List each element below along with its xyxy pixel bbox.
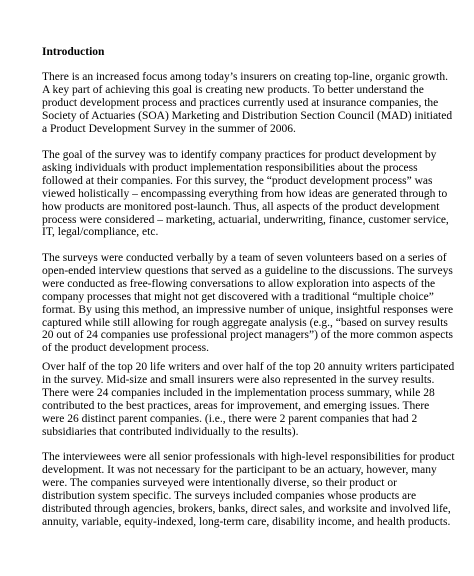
text-line: open-ended interview questions that served as a guideline to the discussions. The surveys — [42, 264, 453, 277]
text-line: The surveys were conducted verbally by a team of seven volunteers based on a series of — [42, 252, 447, 264]
text-line: product development process and practices currently used at insurance companies, the — [42, 96, 439, 109]
paragraph-interviewees — [42, 451, 462, 528]
text-line: The interviewees were all senior professionals with high-level responsibilities for product — [42, 451, 455, 463]
paragraph-survey-method — [42, 252, 462, 355]
text-line: in the survey. Mid-size and small insurers were also represented in the survey results. — [42, 373, 435, 386]
text-line: Over half of the top 20 life writers and over half of the top 20 annuity writers participated — [42, 361, 455, 373]
text-line: distributed through agencies, brokers, banks, direct sales, and worksite and involved life, — [42, 502, 451, 515]
text-line: There is an increased focus among today’s insurers on creating top-line, organic growth. — [42, 71, 448, 83]
text-line: A key part of achieving this goal is creating new products. To better understand the — [42, 83, 424, 96]
text-line: IT, legal/compliance, etc. — [42, 226, 159, 239]
text-line: were. The companies surveyed were intentionally diverse, so their product or — [42, 476, 397, 489]
text-line: subsidiaries that contributed individually to the results). — [42, 425, 299, 438]
text-line: Society of Actuaries (SOA) Marketing and Distribution Section Council (MAD) initiated — [42, 109, 453, 122]
text-line: 20 out of 24 companies use professional project managers”) of the more common aspects — [42, 329, 454, 342]
text-line: followed at their companies. For this survey, the “product development process” was — [42, 174, 433, 187]
text-line: format. By using this method, an impressive number of unique, insightful responses were — [42, 303, 454, 316]
text-line: company processes that might not get discovered with a traditional “multiple choice” — [42, 290, 434, 303]
paragraph-participants — [42, 361, 462, 438]
paragraph-survey-goal — [42, 149, 462, 239]
text-line: process were considered – marketing, actuarial, underwriting, finance, customer service, — [42, 213, 449, 226]
text-line: There were 24 companies included in the implementation process summary, while 28 — [42, 386, 435, 399]
text-line: distribution system specific. The surveys included companies whose products are — [42, 489, 417, 502]
text-line: how products are monitored post-launch. Thus, all aspects of the product development — [42, 200, 440, 213]
text-line: annuity, variable, equity-indexed, long-term care, disability income, and health products. — [42, 515, 451, 528]
text-line: The goal of the survey was to identify company practices for product development by — [42, 149, 437, 161]
text-line: were conducted as free-flowing conversations to allow exploration into aspects of the — [42, 277, 436, 290]
text-line: a Product Development Survey in the summer of 2006. — [42, 122, 296, 135]
text-line: viewed holistically – encompassing everything from how ideas are generated through to — [42, 187, 448, 200]
text-line: asking individuals with product implementation responsibilities about the process — [42, 161, 418, 174]
text-line: of the product development process. — [42, 342, 210, 355]
text-line: were 26 distinct parent companies. (i.e., there were 2 parent companies that had 2 — [42, 412, 418, 425]
text-line: contributed to the best practices, areas for improvement, and emerging issues. There — [42, 399, 430, 412]
text-line: development. It was not necessary for the participant to be an actuary, however, many — [42, 463, 437, 476]
text-line: captured while still allowing for rough aggregate analysis (e.g., “based on survey results — [42, 316, 448, 329]
section-heading: Introduction — [42, 46, 105, 58]
paragraph-intro — [42, 71, 462, 136]
